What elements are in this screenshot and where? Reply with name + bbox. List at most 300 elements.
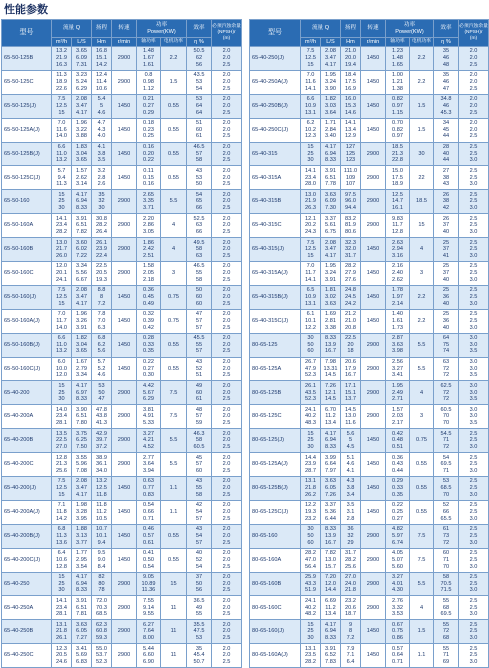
cell-flow-m3h: 15 25 30	[301, 620, 321, 644]
cell-npsh: 2.5 2.5 3.0	[459, 644, 489, 668]
cell-speed: 2900	[361, 357, 386, 381]
cell-npsh: 2.5 2.5 3.0	[459, 309, 489, 333]
cell-speed: 2900	[361, 190, 386, 214]
cell-eff: 55 71 69	[434, 644, 459, 668]
header-speed-unit: r/min	[361, 38, 386, 47]
cell-motor-power: 5.5	[410, 572, 434, 596]
cell-head: 17.1 15.1 13.7	[341, 381, 361, 405]
table-row	[2, 142, 242, 166]
cell-motor-power: 2.2	[410, 285, 434, 309]
table-row	[2, 500, 242, 524]
cell-eff: 25 37 40	[434, 262, 459, 286]
cell-flow-m3h: 15 25 30	[52, 572, 72, 596]
cell-shaft-power: 1.40 1.61 1.73	[386, 309, 410, 333]
cell-eff: 40 52 54	[187, 548, 212, 572]
cell-eff: 54 69.5 71	[434, 453, 459, 477]
cell-model: 80-65-160C	[250, 596, 301, 620]
cell-shaft-power: 0.42 0.48 0.51	[386, 429, 410, 453]
cell-speed: 2900	[112, 238, 137, 262]
cell-flow-ls: 4.17 6.94 8.33	[321, 142, 341, 166]
cell-motor-power: 7.5	[161, 405, 187, 429]
table-row	[2, 596, 242, 620]
cell-model: 80-65-125A	[250, 357, 301, 381]
cell-eff: 62.5 72 72	[434, 381, 459, 405]
header-eff-unit: η %	[187, 38, 212, 47]
cell-speed: 1450	[361, 429, 386, 453]
cell-model: 65-40-200(J)	[2, 477, 52, 501]
cell-eff: 36.5 49 55	[187, 596, 212, 620]
cell-model: 65-40-250A	[2, 596, 52, 620]
cell-flow-m3h: 30 50 60	[301, 333, 321, 357]
cell-head: 18.4 17.5 16.9	[341, 70, 361, 94]
table-row	[2, 381, 242, 405]
table-row	[2, 214, 242, 238]
cell-flow-m3h: 15 25 30	[52, 381, 72, 405]
cell-eff: 60 71 70	[434, 548, 459, 572]
cell-eff: 58 70.5 71.5	[434, 572, 459, 596]
cell-flow-ls: 6.69 11.2 13.4	[321, 596, 341, 620]
cell-head: 5.4 5 4.6	[92, 94, 112, 118]
cell-flow-ls: 4.17 6.94 8.33	[321, 429, 341, 453]
cell-flow-m3h: 13.5 22.5 27.0	[52, 429, 72, 453]
cell-head: 13.2 12.5 11.8	[92, 477, 112, 501]
cell-flow-m3h: 24.1 40.2 48.2	[301, 596, 321, 620]
table-row	[250, 357, 489, 381]
cell-head: 6.8 6.2 5.6	[92, 333, 112, 357]
cell-flow-m3h: 28.2 47.0 56.4	[301, 548, 321, 572]
cell-speed: 2900	[361, 166, 386, 190]
cell-flow-ls: 8.33 13.9 16.7	[321, 333, 341, 357]
cell-flow-m3h: 7.0 11.6 14.1	[301, 70, 321, 94]
table-row	[250, 190, 489, 214]
cell-speed: 2900	[361, 548, 386, 572]
cell-shaft-power: 5.44 6.60 6.90	[137, 644, 161, 668]
cell-shaft-power: 6.27 7.64 8.00	[137, 620, 161, 644]
cell-flow-m3h: 6.2 10.2 12.3	[301, 118, 321, 142]
cell-motor-power: 5.5	[161, 190, 187, 214]
cell-npsh: 2.0 2.0 2.5	[212, 596, 242, 620]
cell-eff: 34.8 46 45.3	[434, 94, 459, 118]
cell-model: 65-40-200A(J)	[2, 500, 52, 524]
cell-shaft-power: 2.76 3.32 3.53	[386, 596, 410, 620]
cell-flow-ls: 3.91 6.51 7.82	[72, 214, 92, 238]
cell-flow-m3h: 6.4 10.6 12.8	[52, 548, 72, 572]
cell-npsh: 2.0 2.0 2.5	[212, 166, 242, 190]
cell-speed: 1450	[361, 453, 386, 477]
cell-eff: 63 72 72	[434, 357, 459, 381]
cell-npsh: 2.0 2.0 2.5	[212, 309, 242, 333]
table-row	[250, 94, 489, 118]
cell-shaft-power: 3.27 4.01 4.30	[386, 572, 410, 596]
header-flow-ls: L/S	[321, 38, 341, 47]
cell-head: 21.0 20.0 19.4	[341, 47, 361, 71]
cell-model: 65-40-200	[2, 381, 52, 405]
header-shaft-power: 轴功率	[386, 38, 410, 47]
cell-flow-m3h: 12.2 19.3 23.2	[301, 500, 321, 524]
cell-flow-ls: 7.26 12.1 14.5	[321, 381, 341, 405]
cell-motor-power: 2.2	[410, 70, 434, 94]
cell-motor-power: 4	[161, 238, 187, 262]
cell-npsh: 2.5 2.5 3.0	[459, 285, 489, 309]
cell-flow-ls: 1.69 2.81 3.38	[321, 309, 341, 333]
table-row	[250, 524, 489, 548]
cell-shaft-power: 0.32 0.39 0.42	[137, 309, 161, 333]
cell-motor-power: 15	[410, 214, 434, 238]
cell-flow-m3h: 7.5 12.5 15	[52, 477, 72, 501]
cell-speed: 1450	[361, 94, 386, 118]
cell-model: 65-40-250A(J)	[250, 70, 301, 94]
cell-model: 65-40-250B(J)	[250, 94, 301, 118]
cell-motor-power: 7.5	[410, 524, 434, 548]
header-shaft-power: 轴功率	[137, 38, 161, 47]
cell-shaft-power: 0.82 0.97 1.15	[386, 94, 410, 118]
cell-head: 111.0 109 107	[341, 166, 361, 190]
cell-flow-m3h: 14.1 23.4 28.2	[52, 214, 72, 238]
cell-motor-power: 11	[161, 644, 187, 668]
table-row	[250, 405, 489, 429]
table-row	[250, 644, 489, 668]
cell-model: 65-50-160(J)	[2, 285, 52, 309]
cell-flow-m3h: 7.0 11.7 14.0	[52, 309, 72, 333]
table-row	[2, 644, 242, 668]
table-row	[2, 70, 242, 94]
cell-npsh: 2.0 2.0 2.5	[212, 644, 242, 668]
cell-motor-power: 30	[410, 142, 434, 166]
cell-eff: 26 38 42	[434, 190, 459, 214]
cell-motor-power: 1.5	[410, 118, 434, 142]
cell-head: 47.8 43.8 41.3	[92, 405, 112, 429]
cell-head: 32.3 32.0 31.7	[341, 238, 361, 262]
cell-model: 65-40-315A	[250, 166, 301, 190]
cell-flow-ls: 1.81 3.02 3.63	[321, 285, 341, 309]
cell-shaft-power: 1.57 2.03 2.17	[386, 405, 410, 429]
cell-npsh: 2.5 2.5 3.0	[459, 429, 489, 453]
cell-head: 5.7 5.2 4.6	[92, 357, 112, 381]
cell-flow-m3h: 6.1 10.1 12.2	[301, 309, 321, 333]
cell-npsh: 2.5 2.5 3.0	[459, 453, 489, 477]
cell-motor-power: 0.55	[161, 524, 187, 548]
cell-npsh: 2.5 2.5 3.0	[459, 238, 489, 262]
cell-npsh: 2.0 2.0 2.5	[212, 405, 242, 429]
cell-npsh: 2.0 2.0 2.5	[212, 142, 242, 166]
cell-head: 42.9 39.7 37.2	[92, 429, 112, 453]
cell-eff: 55 72 68	[434, 620, 459, 644]
cell-head: 3.2 2.8 2.6	[92, 166, 112, 190]
cell-head: 20.6 17.9 16.7	[341, 357, 361, 381]
cell-head: 9.5 9.0 8.4	[92, 548, 112, 572]
cell-shaft-power: 4.42 5.67 6.29	[137, 381, 161, 405]
table-row	[2, 572, 242, 596]
cell-flow-m3h: 6.6 10.9 13.1	[301, 94, 321, 118]
cell-head: 127 125 123	[341, 142, 361, 166]
cell-eff: 35 45.4 50.7	[187, 644, 212, 668]
cell-eff: 47 57 57	[187, 309, 212, 333]
cell-shaft-power: 3.27 4.21 4.52	[137, 429, 161, 453]
header-flow: 流量 Q	[52, 20, 92, 38]
cell-speed: 2900	[112, 572, 137, 596]
header-head-unit: Hm	[92, 38, 112, 47]
cell-motor-power: 3	[410, 405, 434, 429]
cell-model: 65-40-200B(J)	[2, 524, 52, 548]
table-row	[250, 70, 489, 94]
cell-npsh: 2.0 2.0 2.5	[212, 381, 242, 405]
header-npsh: 必须汽蚀余量 (NPSH)r (m)	[459, 20, 489, 47]
table-row	[2, 94, 242, 118]
cell-model: 65-50-125C	[2, 70, 52, 94]
table-row	[2, 285, 242, 309]
cell-model: 65-50-160A	[2, 214, 52, 238]
table-row	[250, 238, 489, 262]
cell-flow-m3h: 13.1 23.5 28.2	[301, 644, 321, 668]
table-row	[2, 166, 242, 190]
cell-eff: 46.5 57 58	[187, 142, 212, 166]
cell-speed: 2900	[112, 70, 137, 94]
cell-motor-power: 7.5	[410, 548, 434, 572]
cell-head: 4.7 4.3 4.0	[92, 118, 112, 142]
performance-table-left	[1, 19, 242, 668]
cell-flow-m3h: 7.5 12.5 15	[301, 47, 321, 71]
cell-npsh: 2.0 2.0 2.5	[212, 620, 242, 644]
cell-model: 65-50-125B	[2, 47, 52, 71]
cell-model: 65-40-250B	[2, 620, 52, 644]
cell-npsh: 2.0 2.0 2.5	[212, 285, 242, 309]
cell-flow-ls: 1.95 3.24 3.90	[321, 70, 341, 94]
cell-eff: 50 60 60	[187, 285, 212, 309]
header-model: 型号	[250, 20, 301, 47]
cell-motor-power: 1.1	[161, 477, 187, 501]
cell-flow-m3h: 14.4 23.9 28.7	[301, 453, 321, 477]
cell-shaft-power: 2.65 3.35 3.71	[137, 190, 161, 214]
cell-speed: 1450	[112, 333, 137, 357]
table-row	[2, 477, 242, 501]
cell-shaft-power: 1.48 1.67 1.61	[137, 47, 161, 71]
table-row	[250, 429, 489, 453]
cell-npsh: 2.0 2.0 2.5	[459, 118, 489, 142]
cell-flow-m3h: 5.7 9.4 11.3	[52, 166, 72, 190]
cell-shaft-power: 9.83 11.7 12.8	[386, 214, 410, 238]
cell-speed: 2900	[361, 405, 386, 429]
cell-speed: 1450	[112, 94, 137, 118]
cell-npsh: 2.5 2.5 3.0	[459, 500, 489, 524]
cell-flow-m3h: 7.5 12.5 15	[52, 94, 72, 118]
cell-motor-power: 1.1	[161, 500, 187, 524]
cell-npsh: 2.5 2.5 3.0	[459, 524, 489, 548]
cell-flow-m3h: 14.1 23.4 28.0	[301, 166, 321, 190]
table-row	[2, 333, 242, 357]
cell-npsh: 2.5 2.5 3.0	[459, 190, 489, 214]
cell-motor-power: 0.55	[161, 118, 187, 142]
header-speed: 转速	[361, 20, 386, 38]
cell-flow-m3h: 14.0 23.4 28.1	[52, 405, 72, 429]
cell-eff: 52.5 63 66	[187, 214, 212, 238]
cell-speed: 2900	[361, 596, 386, 620]
table-row	[250, 500, 489, 524]
header-flow-m3h: m³/h	[52, 38, 72, 47]
cell-model: 80-65-160(J)	[250, 620, 301, 644]
cell-eff: 25 37 41	[434, 238, 459, 262]
cell-head: 23.2 20.6 18.7	[341, 596, 361, 620]
table-row	[250, 333, 489, 357]
cell-flow-ls: 7.98 13.31 14.5	[321, 357, 341, 381]
cell-flow-ls: 1.77 2.95 3.54	[72, 548, 92, 572]
page-title: 性能参数	[4, 3, 48, 16]
cell-flow-m3h: 15 25 30	[301, 142, 321, 166]
cell-model: 80-65-125C(J)	[250, 500, 301, 524]
cell-head: 27.0 24.0 21.8	[341, 572, 361, 596]
table-row	[2, 620, 242, 644]
cell-npsh: 2.5 2.5 3.0	[459, 166, 489, 190]
table-row	[2, 190, 242, 214]
cell-npsh: 2.0 2.0 2.5	[212, 70, 242, 94]
cell-speed: 2900	[112, 214, 137, 238]
cell-motor-power: 4	[410, 381, 434, 405]
header-efficiency: 效率	[187, 20, 212, 38]
cell-eff: 49 60 61	[187, 381, 212, 405]
cell-head: 14.5 13.0 11.6	[341, 405, 361, 429]
cell-npsh: 2.0 2.0 2.5	[212, 262, 242, 286]
cell-model: 65-40-200B	[2, 429, 52, 453]
cell-flow-m3h: 13.1 21.8 26.2	[301, 477, 321, 501]
cell-motor-power: 18.5	[410, 190, 434, 214]
cell-flow-ls: 3.75 6.25 7.50	[72, 429, 92, 453]
table-row	[2, 429, 242, 453]
cell-shaft-power: 7.55 9.14 9.55	[137, 596, 161, 620]
cell-motor-power: 1.5	[410, 620, 434, 644]
header-speed-unit: r/min	[112, 38, 137, 47]
cell-motor-power: 3	[161, 262, 187, 286]
cell-flow-ls: 3.55 5.96 7.08	[72, 453, 92, 477]
header-motor-power: 电机功率	[161, 38, 187, 47]
cell-flow-m3h: 12.8 21.3 25.6	[52, 453, 72, 477]
cell-head: 16.0 15.3 14.6	[341, 94, 361, 118]
cell-eff: 35 46 48	[434, 47, 459, 71]
cell-shaft-power: 0.21 0.27 0.29	[137, 94, 161, 118]
cell-npsh: 2.0 2.0 2.5	[212, 333, 242, 357]
cell-shaft-power: 1.23 1.48 1.65	[386, 47, 410, 71]
cell-shaft-power: 0.22 0.27 0.30	[137, 357, 161, 381]
cell-eff: 60.5 70 70	[434, 405, 459, 429]
cell-motor-power: 4	[410, 238, 434, 262]
cell-eff: 51 60 61	[187, 118, 212, 142]
cell-npsh: 2.0 2.0 2.5	[459, 70, 489, 94]
cell-head: 10.7 10.1 9.4	[92, 524, 112, 548]
cell-motor-power: 0.55	[161, 166, 187, 190]
cell-flow-m3h: 15 25 30	[52, 190, 72, 214]
cell-flow-ls: 3.37 5.61 6.75	[321, 214, 341, 238]
cell-model: 65-50-160B(J)	[2, 333, 52, 357]
header-power: 功率 Power(KW)	[386, 20, 434, 38]
cell-motor-power: 11	[161, 620, 187, 644]
cell-eff: 54 65 66	[187, 190, 212, 214]
cell-head: 35 32 30	[92, 190, 112, 214]
cell-flow-ls: 2.08 3.47 4.17	[72, 477, 92, 501]
performance-table-right	[249, 19, 489, 668]
cell-flow-ls: 2.08 3.47 4.17	[72, 94, 92, 118]
cell-model: 65-50-160A(J)	[2, 309, 52, 333]
cell-flow-m3h: 7.0 11.6 14.0	[52, 118, 72, 142]
cell-model: 65-40-200C(J)	[2, 548, 52, 572]
cell-shaft-power: 1.78 1.97 2.14	[386, 285, 410, 309]
cell-shaft-power: 0.41 0.50 0.54	[137, 548, 161, 572]
cell-model: 65-40-200A	[2, 405, 52, 429]
table-row	[250, 166, 489, 190]
table-row	[250, 381, 489, 405]
cell-head: 24.8 24.5 24.2	[341, 285, 361, 309]
cell-shaft-power: 1.00 1.21 1.38	[386, 70, 410, 94]
cell-flow-ls: 3.63 6.05 7.26	[321, 477, 341, 501]
header-head: 扬程	[341, 20, 361, 38]
cell-flow-m3h: 6.0 10.0 12.0	[52, 357, 72, 381]
cell-model: 65-50-125A(J)	[2, 118, 52, 142]
cell-npsh: 2.5 2.5 3.0	[459, 214, 489, 238]
cell-speed: 2900	[112, 429, 137, 453]
cell-shaft-power: 0.54 0.66 0.71	[137, 500, 161, 524]
cell-npsh: 2.0 2.0 2.5	[459, 94, 489, 118]
cell-motor-power: 5.5	[161, 429, 187, 453]
cell-motor-power: 15	[161, 572, 187, 596]
table-row	[250, 548, 489, 572]
cell-shaft-power: 0.22 0.25 0.27	[386, 500, 410, 524]
cell-flow-m3h: 14.1 23.4 28.1	[52, 596, 72, 620]
cell-flow-ls: 1.67 2.79 3.34	[72, 357, 92, 381]
cell-speed: 1450	[361, 70, 386, 94]
table-row	[250, 262, 489, 286]
cell-motor-power: 4	[161, 214, 187, 238]
cell-npsh: 2.0 2.0 2.5	[212, 453, 242, 477]
cell-speed: 2900	[361, 333, 386, 357]
cell-npsh: 2.0 2.0 2.5	[212, 572, 242, 596]
cell-shaft-power: 0.63 0.77 0.83	[137, 477, 161, 501]
cell-flow-m3h: 6.6 11.0 13.2	[52, 142, 72, 166]
cell-model: 65-50-160C(J)	[2, 357, 52, 381]
cell-flow-ls: 1.82 3.04 3.65	[72, 333, 92, 357]
cell-eff: 54.5 71 72	[434, 429, 459, 453]
cell-npsh: 2.0 2.0 2.5	[212, 357, 242, 381]
cell-speed: 2900	[112, 405, 137, 429]
cell-shaft-power: 1.95 2.49 2.71	[386, 381, 410, 405]
cell-flow-m3h: 6.6 11.0 13.2	[52, 333, 72, 357]
table-row	[2, 118, 242, 142]
cell-motor-power: 0.55	[161, 357, 187, 381]
cell-motor-power: 0.75	[161, 285, 187, 309]
cell-motor-power: 0.55	[410, 453, 434, 477]
cell-shaft-power: 0.28 0.33 0.35	[137, 333, 161, 357]
cell-head: 82 80 78	[92, 572, 112, 596]
cell-head: 8.8 8 7.2	[92, 285, 112, 309]
cell-model: 80-65-125B(J)	[250, 477, 301, 501]
cell-model: 80-65-160B	[250, 572, 301, 596]
cell-head: 31.7 28.2 25.6	[341, 548, 361, 572]
cell-model: 65-40-315A(J)	[250, 262, 301, 286]
header-head: 扬程	[92, 20, 112, 38]
cell-flow-m3h: 13.2 21.9 16.3	[52, 47, 72, 71]
cell-shaft-power: 0.57 0.64 0.71	[386, 644, 410, 668]
cell-speed: 1450	[361, 309, 386, 333]
cell-shaft-power: 12.5 14.7 16.1	[386, 190, 410, 214]
table-row	[250, 309, 489, 333]
cell-head: 22.5 20.5 19.3	[92, 262, 112, 286]
cell-model: 65-40-200C	[2, 453, 52, 477]
cell-speed: 1450	[361, 47, 386, 71]
table-row	[2, 309, 242, 333]
cell-flow-ls: 3.60 6.02 7.22	[72, 238, 92, 262]
cell-flow-ls: 6.70 11.2 13.4	[321, 405, 341, 429]
cell-flow-ls: 8.33 13.9 16.7	[321, 524, 341, 548]
cell-eff: 52 66 65.5	[434, 500, 459, 524]
header-flow-m3h: m³/h	[301, 38, 321, 47]
cell-speed: 2900	[112, 644, 137, 668]
table-row	[250, 596, 489, 620]
